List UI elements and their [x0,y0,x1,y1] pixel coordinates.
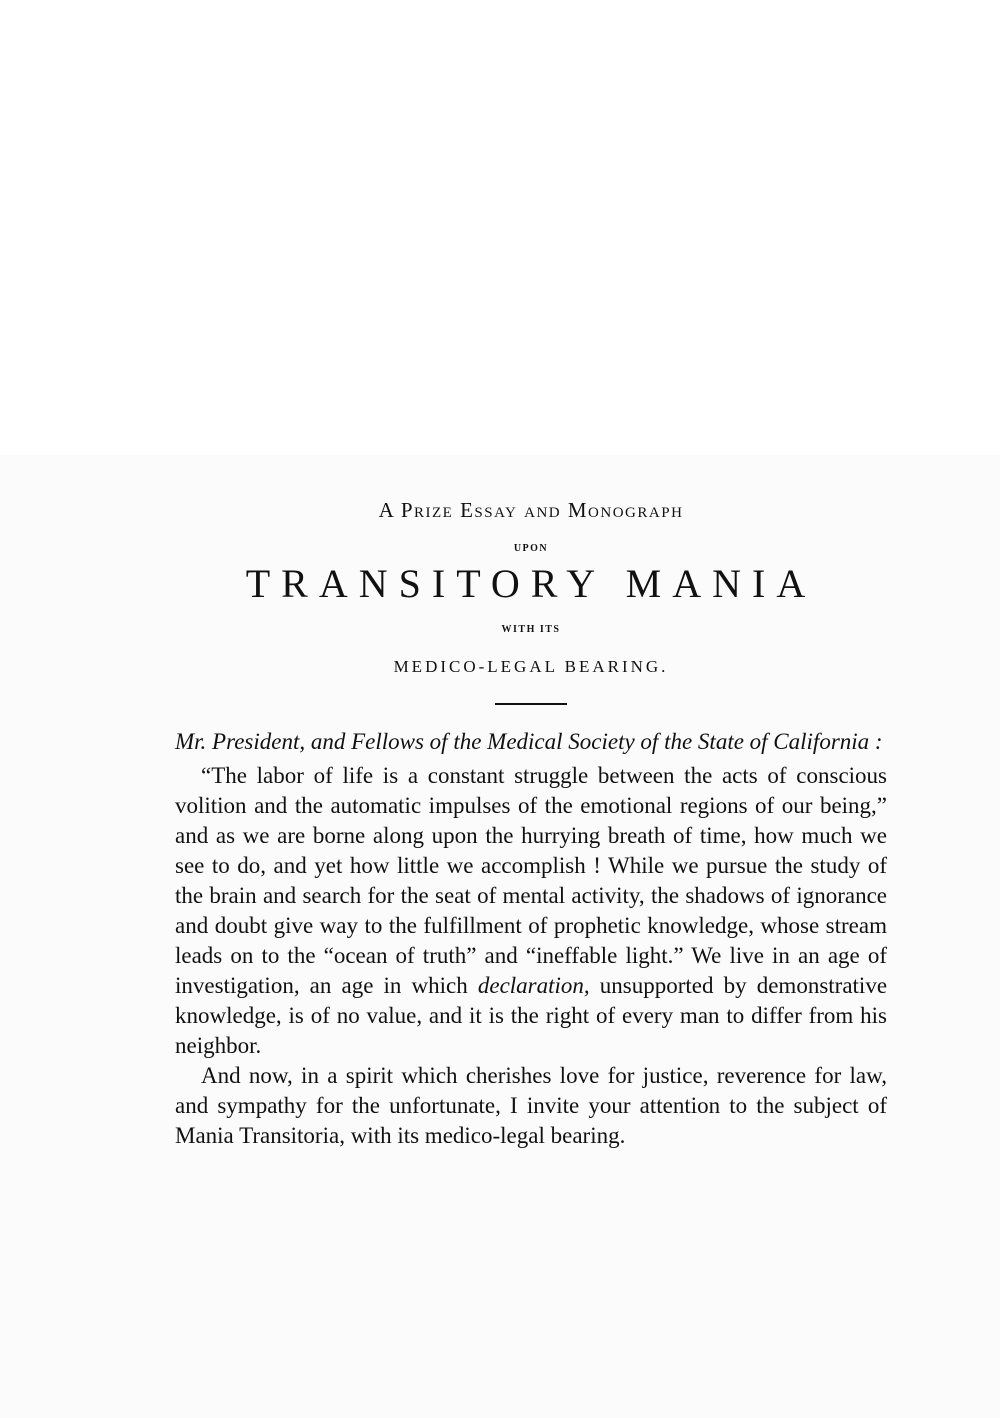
body-paragraph-1 [175,761,887,1061]
divider-rule [495,703,567,705]
heading-upon: UPON [513,543,549,554]
paragraph-1-emphasis: declaration, [477,973,590,998]
heading-prize-line: A Prize Essay and Monograph [378,498,684,522]
body-paragraph-2: And now, in a spirit which cherishes love for justice, reverence for law, and sympathy for the unfortunate, I invite your attention to the subject of Mania Transitoria, with its medico-legal bearing. [175,1063,887,1148]
heading-subtitle: MEDICO-LEGAL BEARING. [393,657,669,676]
heading-with-its: WITH ITS [501,624,561,635]
paragraph-1-text-a: “The labor of life is a constant struggle between the acts of conscious volition and the automatic impulses of the emotional regions of our being,” and as we are borne along upon the hurrying breath of time, how much we see to do, and yet how little we accomplish ! While we pursue the study of the brain and search for the seat of mental activity, the shadows of ignorance and doubt give way to the fulfillment of prophetic knowledge, whose stream leads on to the “ocean of truth” and “ineffable light.” We live in an age of investigation, an age in which [175,763,887,998]
paragraph-1-text-b: unsupported by demonstrative knowledge, is of no value, and it is the right of every man to differ from his neighbor. [175,973,888,1058]
document-page [175,490,887,1151]
page-title: TRANSITORY MANIA [245,561,817,606]
salutation: Mr. President, and Fellows of the Medical Society of the State of California : [175,729,883,754]
